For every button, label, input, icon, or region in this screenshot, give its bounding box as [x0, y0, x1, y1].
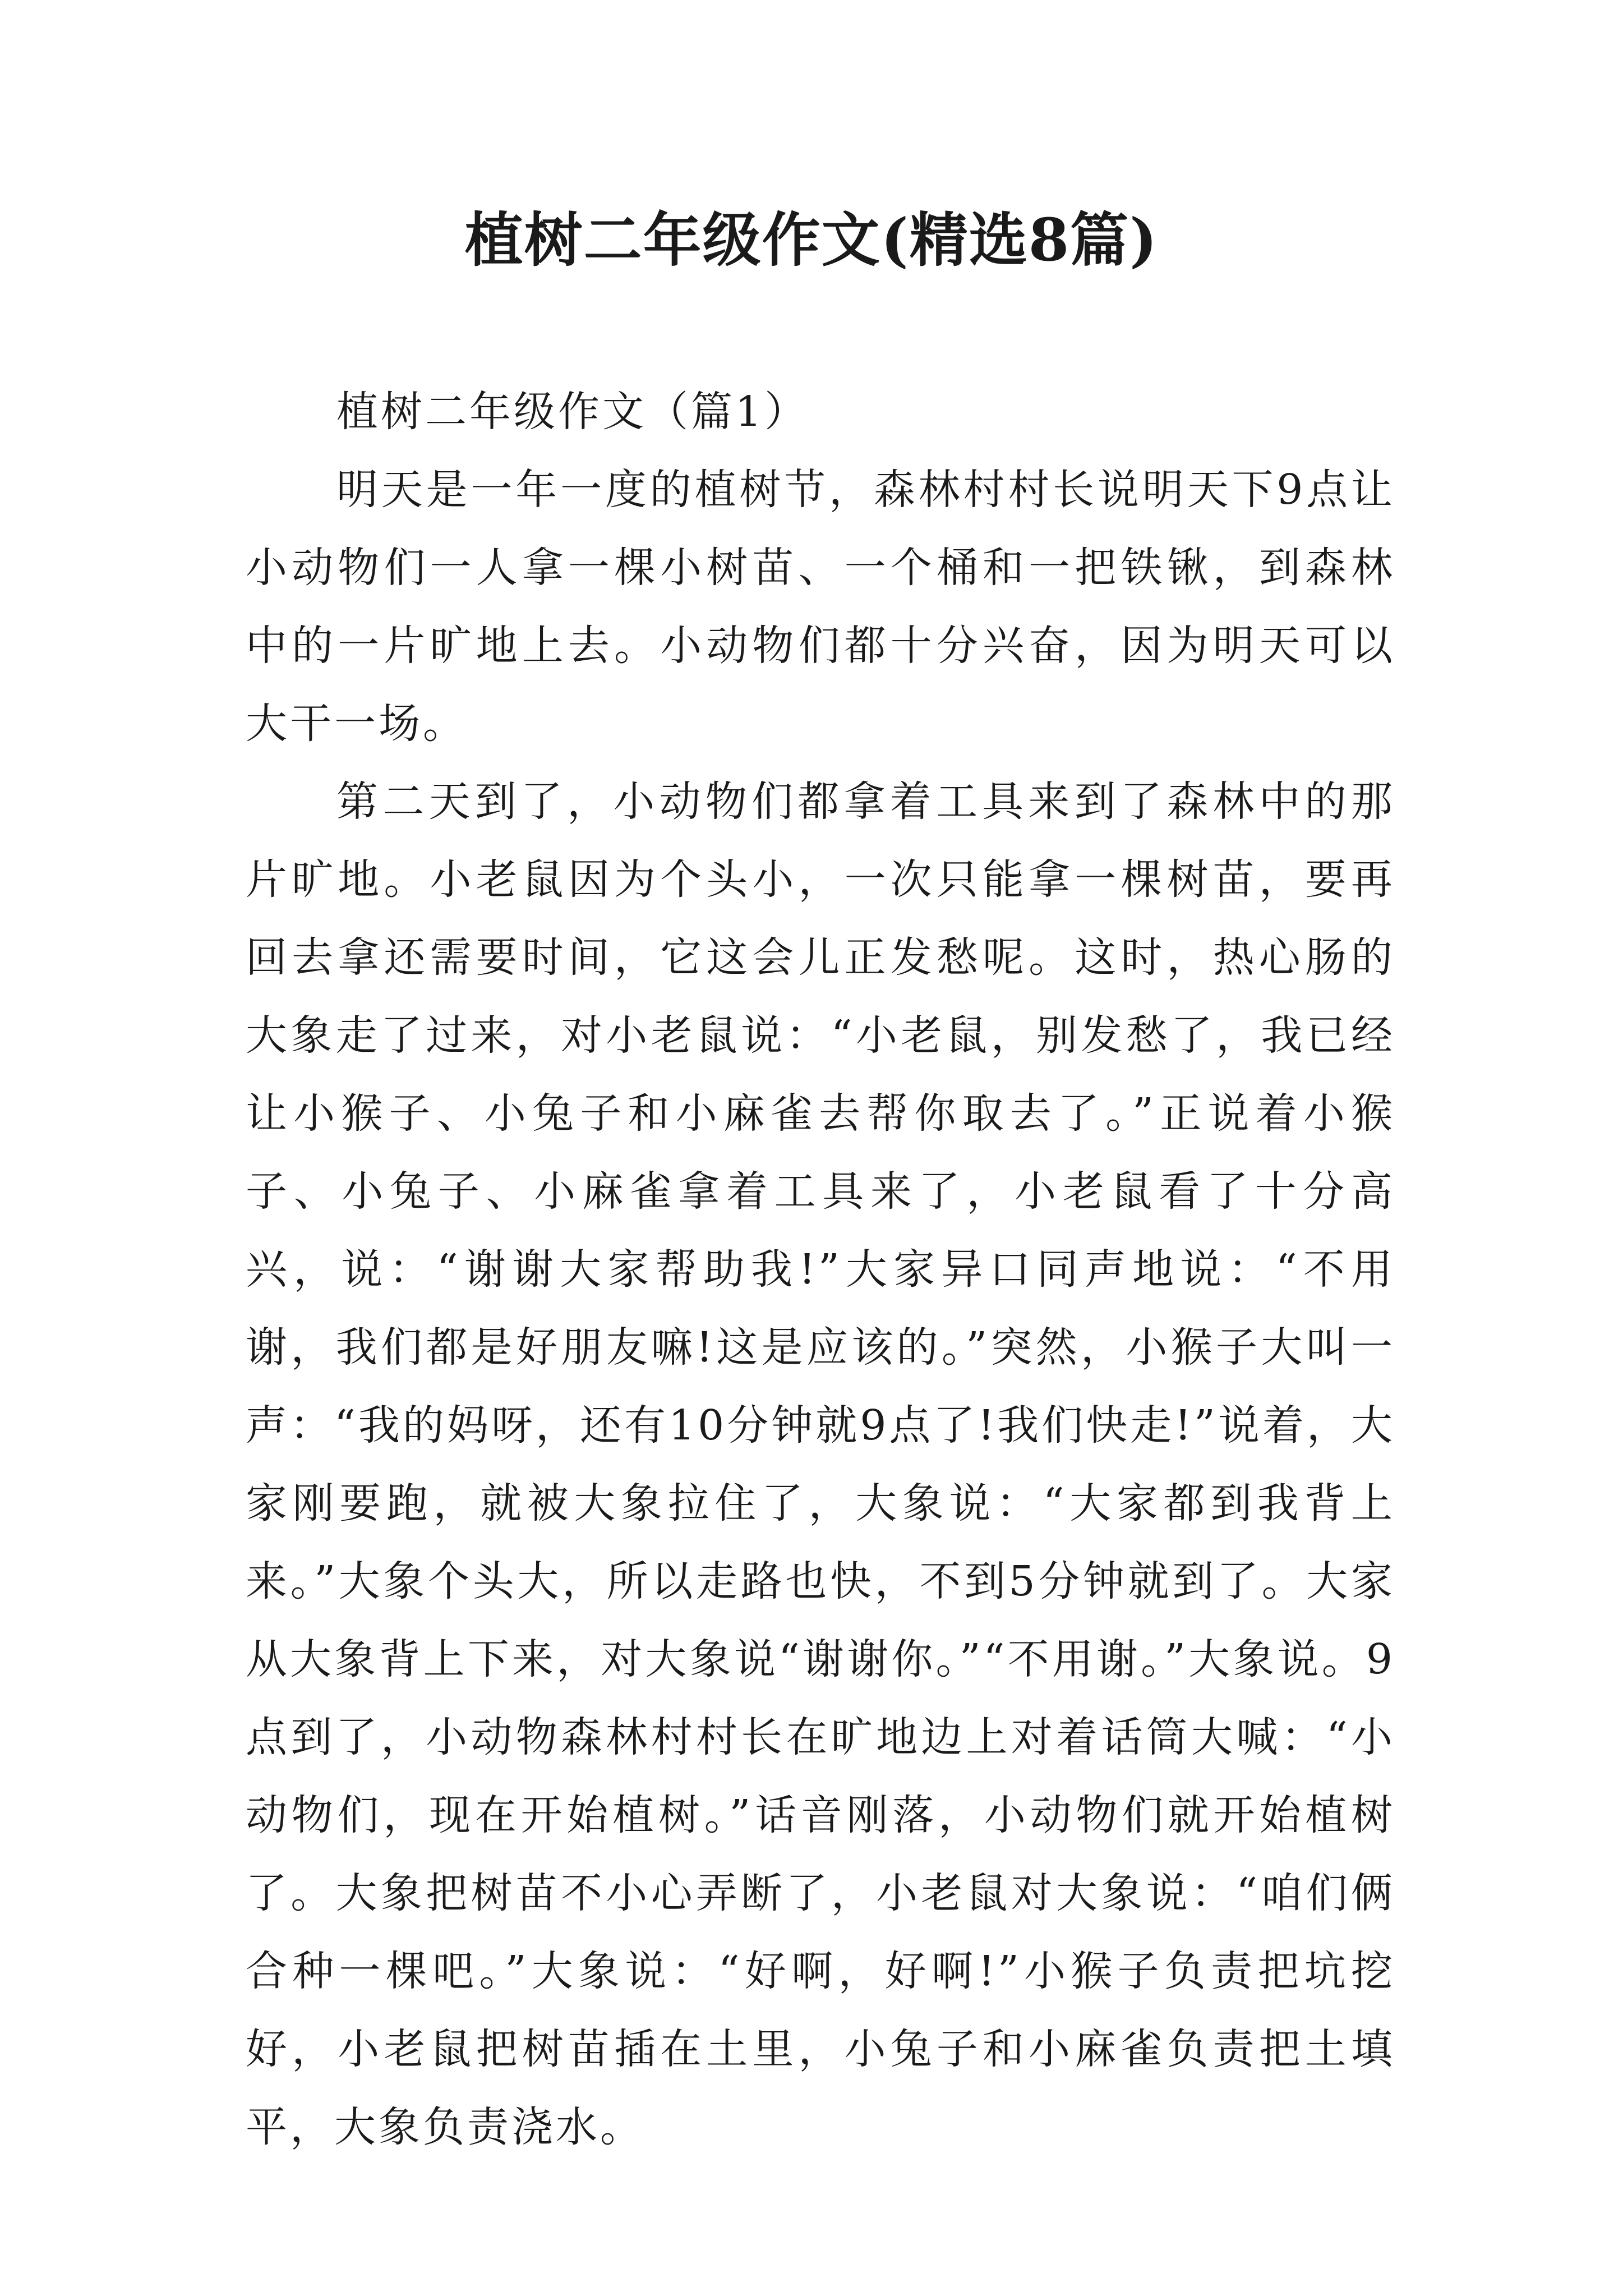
paragraph-2: 第二天到了，小动物们都拿着工具来到了森林中的那片旷地。小老鼠因为个头小，一次只能拿一棵树苗，要再回去拿还需要时间，它这会儿正发愁呢。这时，热心肠的大象走了过来，对小老鼠说：“小老鼠，别发愁了，我已经让小猴子、小兔子和小麻雀去帮你取去了。”正说着小猴子、小兔子、小麻雀拿着工具来了，小老鼠看了十分高兴，说：“谢谢大家帮助我!”大家异口同声地说：“不用谢，我们都是好朋友嘛!这是应该的。”突然，小猴子大叫一声：“我的妈呀，还有10分钟就9点了!我们快走!”说着，大家刚要跑，就被大象拉住了，大象说：“大家都到我背上来。”大象个头大，所以走路也快，不到5分钟就到了。大家从大象背上下来，对大象说“谢谢你。”“不用谢。”大象说。9点到了，小动物森林村村长在旷地边上对着话筒大喊：“小动物们，现在开始植树。”话音刚落，小动物们就开始植树了。大象把树苗不小心弄断了，小老鼠对大象说：“咱们俩合种一棵吧。”大象说：“好啊，好啊!”小猴子负责把坑挖好，小老鼠把树苗插在土里，小兔子和小麻雀负责把土填平，大象负责浇水。: [246, 777, 1395, 2151]
document-body: [246, 373, 1395, 2166]
document-title: 植树二年级作文(精选8篇): [464, 205, 1159, 274]
section-heading: 植树二年级作文（篇1）: [336, 388, 809, 436]
paragraph-1: 明天是一年一度的植树节，森林村村长说明天下9点让小动物们一人拿一棵小树苗、一个桶和一把铁锹，到森林中的一片旷地上去。小动物们都十分兴奋，因为明天可以大干一场。: [246, 466, 1395, 748]
